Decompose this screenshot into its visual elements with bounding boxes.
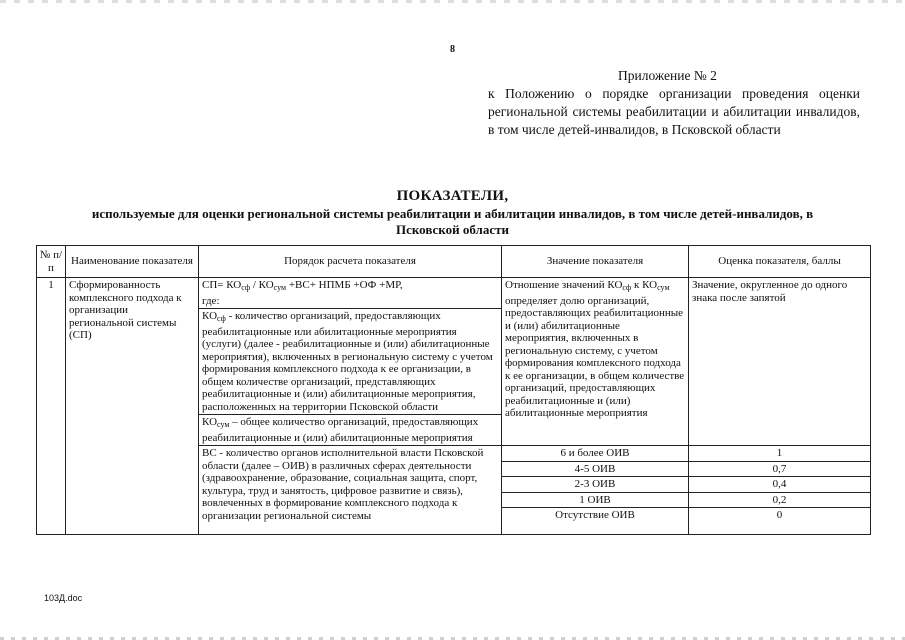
value-part-c: определяет долю организаций, предоставляющих реабилитационные и (или) абилитационные мероприятия, включенных в региональную систему, с учетом формирования комплексного подхода к ее организации, в общем количестве организаций, предоставляющих реабилитационные и (или) абилитационные мероприятия	[505, 294, 685, 419]
document-heading	[60, 186, 845, 238]
heading-title: ПОКАЗАТЕЛИ,	[396, 188, 509, 204]
indicators-table	[36, 245, 871, 535]
value-part-b: к КО	[631, 279, 658, 291]
header-calc: Порядок расчета показателя	[199, 246, 502, 278]
indicator-name: Сформированность комплексного подхода к организации региональной системы (СП)	[66, 278, 199, 535]
value-description	[502, 278, 689, 446]
heading-subtitle: используемые для оценки региональной системы реабилитации и абилитации инвалидов, в том числе детей-инвалидов, в Псковской области	[91, 206, 814, 237]
file-name-footer: 103Д.doc	[44, 593, 83, 603]
formula-part-a: СП= КО	[202, 279, 242, 291]
header-score: Оценка показателя, баллы	[689, 246, 871, 278]
header-value: Значение показателя	[502, 246, 689, 278]
value-part-a: Отношение значений КО	[505, 279, 623, 291]
value-sub-1: сф	[622, 283, 632, 292]
kosum-prefix: КО	[202, 416, 218, 428]
vs-score-2: 0,4	[689, 477, 871, 493]
appendix-block	[488, 67, 860, 139]
definition-kosf	[199, 309, 502, 415]
value-sub-2: сум	[657, 283, 670, 292]
scan-artifact-top	[0, 0, 905, 3]
formula-cell	[199, 278, 502, 309]
definition-vs: ВС - количество органов исполнительной власти Псковской области (далее – ОИВ) в различных сферах деятельности (здравоохранение, образование, социальная защита, спорт, культура, труд и занятость, цифровое развитие и связь), вовлеченных в формирование комплексного подхода к организации региональной системы	[199, 446, 502, 535]
kosf-prefix: КО	[202, 310, 218, 322]
appendix-body: к Положению о порядке организации проведения оценки региональной системы реабилитации и абилитации инвалидов, в том числе детей-инвалидов, в Псковской области	[488, 86, 860, 137]
header-num: № п/п	[37, 246, 66, 278]
vs-score-0: 1	[689, 446, 871, 462]
vs-score-1: 0,7	[689, 461, 871, 477]
definition-kosum	[199, 415, 502, 446]
header-name: Наименование показателя	[66, 246, 199, 278]
page-number: 8	[450, 44, 455, 55]
kosum-text: – общее количество организаций, предоставляющих реабилитационные и (или) абилитационные мероприятия	[202, 416, 479, 444]
table-header-row	[37, 246, 871, 278]
vs-value-4: Отсутствие ОИВ	[502, 508, 689, 535]
vs-value-3: 1 ОИВ	[502, 492, 689, 508]
kosf-text: - количество организаций, предоставляющих реабилитационные или абилитационные мероприятия (услуги) (далее - реабилитационные и (или) абилитационные мероприятия), включенных в региональную систему с учетом формирования комплексного подхода к ее организации, в общем количестве организаций, представляющих реабилитационные и (или) абилитационные мероприятия, расположенных на территории Псковской области	[202, 310, 493, 413]
table-row	[37, 278, 871, 309]
kosf-sub: сф	[217, 314, 226, 323]
appendix-title: Приложение № 2	[618, 68, 717, 83]
formula-part-c: +ВС+ НПМБ +ОФ +МР,	[286, 279, 403, 291]
score-description: Значение, округленное до одного знака после запятой	[689, 278, 871, 446]
formula-sub-1: сф	[241, 283, 251, 292]
vs-score-3: 0,2	[689, 492, 871, 508]
formula-sub-2: сум	[273, 283, 287, 292]
vs-value-2: 2-3 ОИВ	[502, 477, 689, 493]
kosum-sub: сум	[217, 420, 230, 429]
formula-part-b: / КО	[250, 279, 274, 291]
row-num: 1	[37, 278, 66, 535]
formula-where: где:	[202, 294, 220, 307]
vs-score-4: 0	[689, 508, 871, 535]
vs-value-1: 4-5 ОИВ	[502, 461, 689, 477]
vs-value-0: 6 и более ОИВ	[502, 446, 689, 462]
